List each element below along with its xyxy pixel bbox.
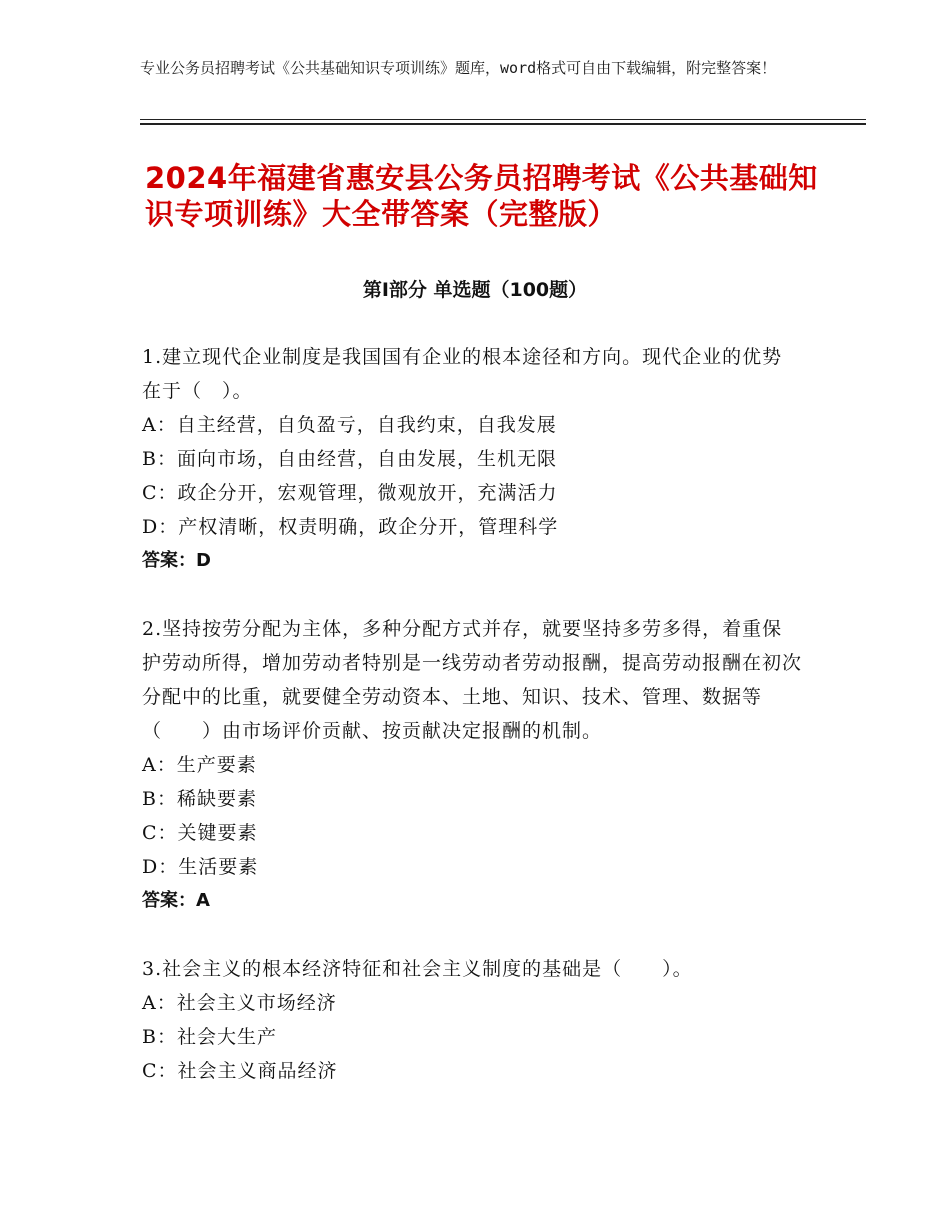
answer: 答案：A	[142, 890, 210, 911]
option-c: C：关键要素	[142, 822, 258, 844]
option-a: A：自主经营，自负盈亏，自我约束，自我发展	[142, 414, 557, 436]
header-divider-thick	[140, 123, 866, 125]
option-c: C：社会主义商品经济	[142, 1060, 338, 1082]
question-2	[142, 612, 802, 918]
option-b: B：面向市场，自由经营，自由发展，生机无限	[142, 448, 557, 470]
header-note: 专业公务员招聘考试《公共基础知识专项训练》题库，word格式可自由下载编辑，附完整答案！	[140, 59, 777, 77]
option-b: B：社会大生产	[142, 1026, 277, 1048]
answer: 答案：D	[142, 550, 211, 571]
question-text: 2.坚持按劳分配为主体，多种分配方式并存，就要坚持多劳多得，着重保护劳动所得，增加劳动者特别是一线劳动者劳动报酬，提高劳动报酬在初次分配中的比重，就要健全劳动资本、土地、知识、技术、管理、数据等（ ）由市场评价贡献、按贡献决定报酬的机制。	[142, 618, 803, 742]
option-c: C：政企分开，宏观管理，微观放开，充满活力	[142, 482, 558, 504]
option-b: B：稀缺要素	[142, 788, 257, 810]
question-list	[142, 340, 802, 1122]
section-title: 第Ⅰ部分 单选题（100题）	[362, 279, 588, 301]
question-3	[142, 952, 802, 1088]
question-text: 3.社会主义的根本经济特征和社会主义制度的基础是（ ）。	[142, 958, 693, 980]
option-d: D：产权清晰，权责明确，政企分开，管理科学	[142, 516, 559, 538]
option-a: A：生产要素	[142, 754, 257, 776]
header-divider-thin	[140, 119, 866, 120]
document-title: 2024年福建省惠安县公务员招聘考试《公共基础知识专项训练》大全带答案（完整版）	[145, 161, 818, 231]
option-a: A：社会主义市场经济	[142, 992, 337, 1014]
question-text: 1.建立现代企业制度是我国国有企业的根本途径和方向。现代企业的优势在于（ ）。	[142, 346, 783, 402]
option-d: D：生活要素	[142, 856, 259, 878]
question-1	[142, 340, 802, 578]
